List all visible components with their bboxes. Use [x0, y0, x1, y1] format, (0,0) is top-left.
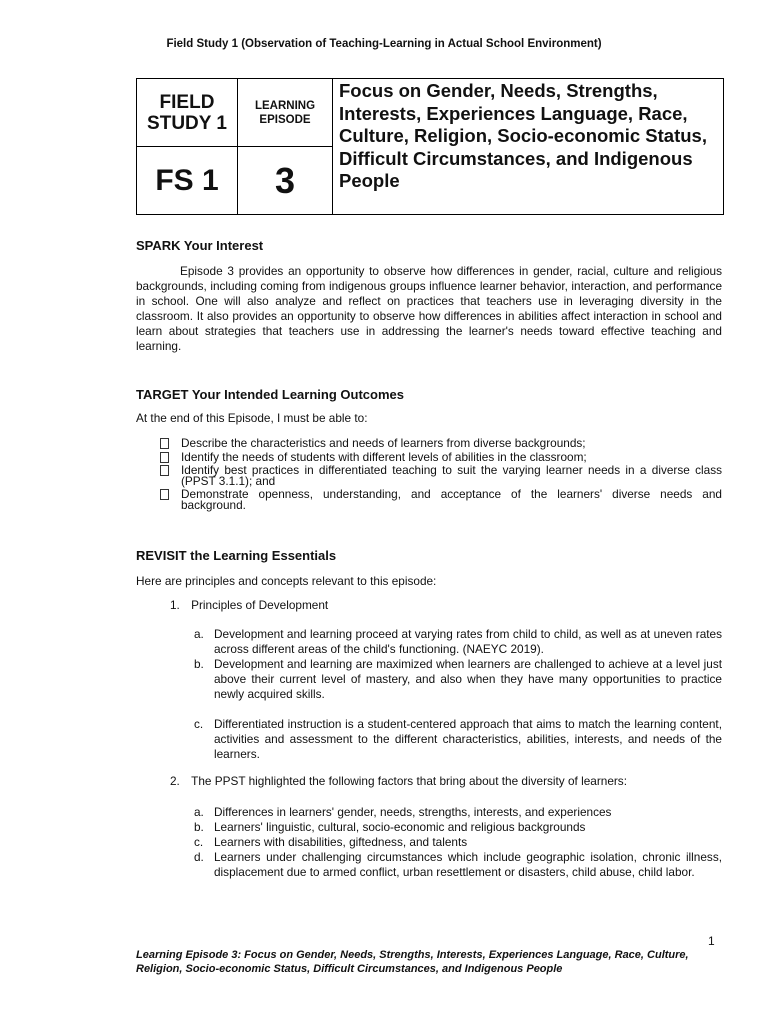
focus-title: Focus on Gender, Needs, Strengths, Interests, Experiences Language, Race, Culture, Religion, Socio-economic Status, Difficult Circumstances, and Indigenous People [339, 80, 707, 191]
list-item [194, 805, 722, 820]
list-item [160, 438, 722, 449]
item-text: Development and learning proceed at varying rates from child to child, as well as at uneven rates across different areas of the child's functioning. (NAEYC 2019). [214, 627, 722, 656]
episode-number: 3 [274, 159, 296, 201]
page-header: Field Study 1 (Observation of Teaching-Learning in Actual School Environment) [166, 38, 602, 50]
section-2-title: The PPST highlighted the following factors that bring about the diversity of learners: [191, 774, 627, 788]
section-1-title: Principles of Development [191, 598, 329, 612]
checkbox-bullet-icon [160, 438, 169, 449]
checkbox-bullet-icon [160, 465, 169, 476]
item-text: Differences in learners' gender, needs, strengths, interests, and experiences [214, 805, 612, 819]
section-1-list [194, 627, 722, 762]
page-footer: Learning Episode 3: Focus on Gender, Needs, Strengths, Interests, Experiences Language, Race, Culture, Religion, Socio-economic Status, Difficult Circumstances, and Indigenous People [136, 949, 689, 975]
list-item [194, 850, 722, 880]
item-letter: a. [194, 805, 204, 819]
field-study-cell [137, 79, 238, 147]
section-2-number: 2. [170, 774, 180, 788]
learning-episode-label: LEARNING EPISODE [254, 99, 316, 126]
outcome-text: Identify best practices in differentiated teaching to suit the varying learner needs in a diverse class (PPST 3.1.1); and [181, 463, 722, 488]
episode-title-box [136, 78, 724, 215]
item-text: Development and learning are maximized when learners are challenged to achieve at a level just above their current level of mastery, and also when they have many opportunities to practice newly acquired skills. [214, 657, 722, 701]
spark-heading: SPARK Your Interest [136, 238, 264, 253]
list-item [194, 627, 722, 657]
item-text: Differentiated instruction is a student-centered approach that aims to match the learning content, activities and assessment to the different characteristics, abilities, interests, and needs of the learners. [214, 717, 722, 761]
focus-title-cell [333, 79, 724, 215]
outcome-text: Describe the characteristics and needs of learners from diverse backgrounds; [181, 436, 586, 450]
target-heading: TARGET Your Intended Learning Outcomes [136, 387, 404, 402]
item-text: Learners under challenging circumstances which include geographic isolation, chronic illness, displacement due to armed conflict, urban resettlement or disasters, child abuse, child labor. [214, 850, 722, 879]
revisit-intro: Here are principles and concepts relevant to this episode: [136, 574, 437, 588]
item-text: Learners with disabilities, giftedness, and talents [214, 835, 468, 849]
section-2-heading [170, 774, 627, 788]
list-item [160, 489, 722, 510]
outcomes-list [160, 438, 722, 510]
list-item [194, 835, 722, 850]
list-item [194, 657, 722, 702]
item-letter: b. [194, 820, 204, 834]
section-1-number: 1. [170, 598, 180, 612]
checkbox-bullet-icon [160, 489, 169, 500]
list-item [194, 820, 722, 835]
episode-number-cell [238, 147, 333, 215]
outcome-text: Identify the needs of students with different levels of abilities in the classroom; [181, 449, 587, 464]
list-item [160, 449, 722, 464]
item-letter: d. [194, 850, 204, 864]
list-item [194, 717, 722, 762]
course-code-cell [137, 147, 238, 215]
learning-episode-cell [238, 79, 333, 147]
list-item [160, 465, 722, 486]
item-letter: c. [194, 717, 204, 731]
course-code: FS 1 [155, 163, 219, 197]
target-intro: At the end of this Episode, I must be able to: [136, 411, 368, 425]
item-letter: b. [194, 657, 204, 671]
field-study-label: FIELD STUDY 1 [147, 91, 227, 134]
outcome-text: Demonstrate openness, understanding, and acceptance of the learners' diverse needs and background. [181, 487, 722, 512]
spark-paragraph: Episode 3 provides an opportunity to observe how differences in gender, racial, culture and religious backgrounds, including coming from indigenous groups influence learner behavior, interaction, and performance in school. One will also analyze and reflect on practices that teachers use in leveraging diversity in the classroom. It also provides an opportunity to observe how differences in abilities affect interaction in school and learn about strategies that teachers use in addressing the learner's needs toward effective teaching and learning. [136, 264, 722, 353]
item-text: Learners' linguistic, cultural, socio-economic and religious backgrounds [214, 820, 586, 834]
checkbox-bullet-icon [160, 452, 169, 463]
section-2-list [194, 805, 722, 880]
item-letter: c. [194, 835, 204, 849]
revisit-heading: REVISIT the Learning Essentials [136, 548, 337, 563]
page-number: 1 [708, 934, 715, 948]
section-1-heading [170, 598, 328, 612]
item-letter: a. [194, 627, 204, 641]
